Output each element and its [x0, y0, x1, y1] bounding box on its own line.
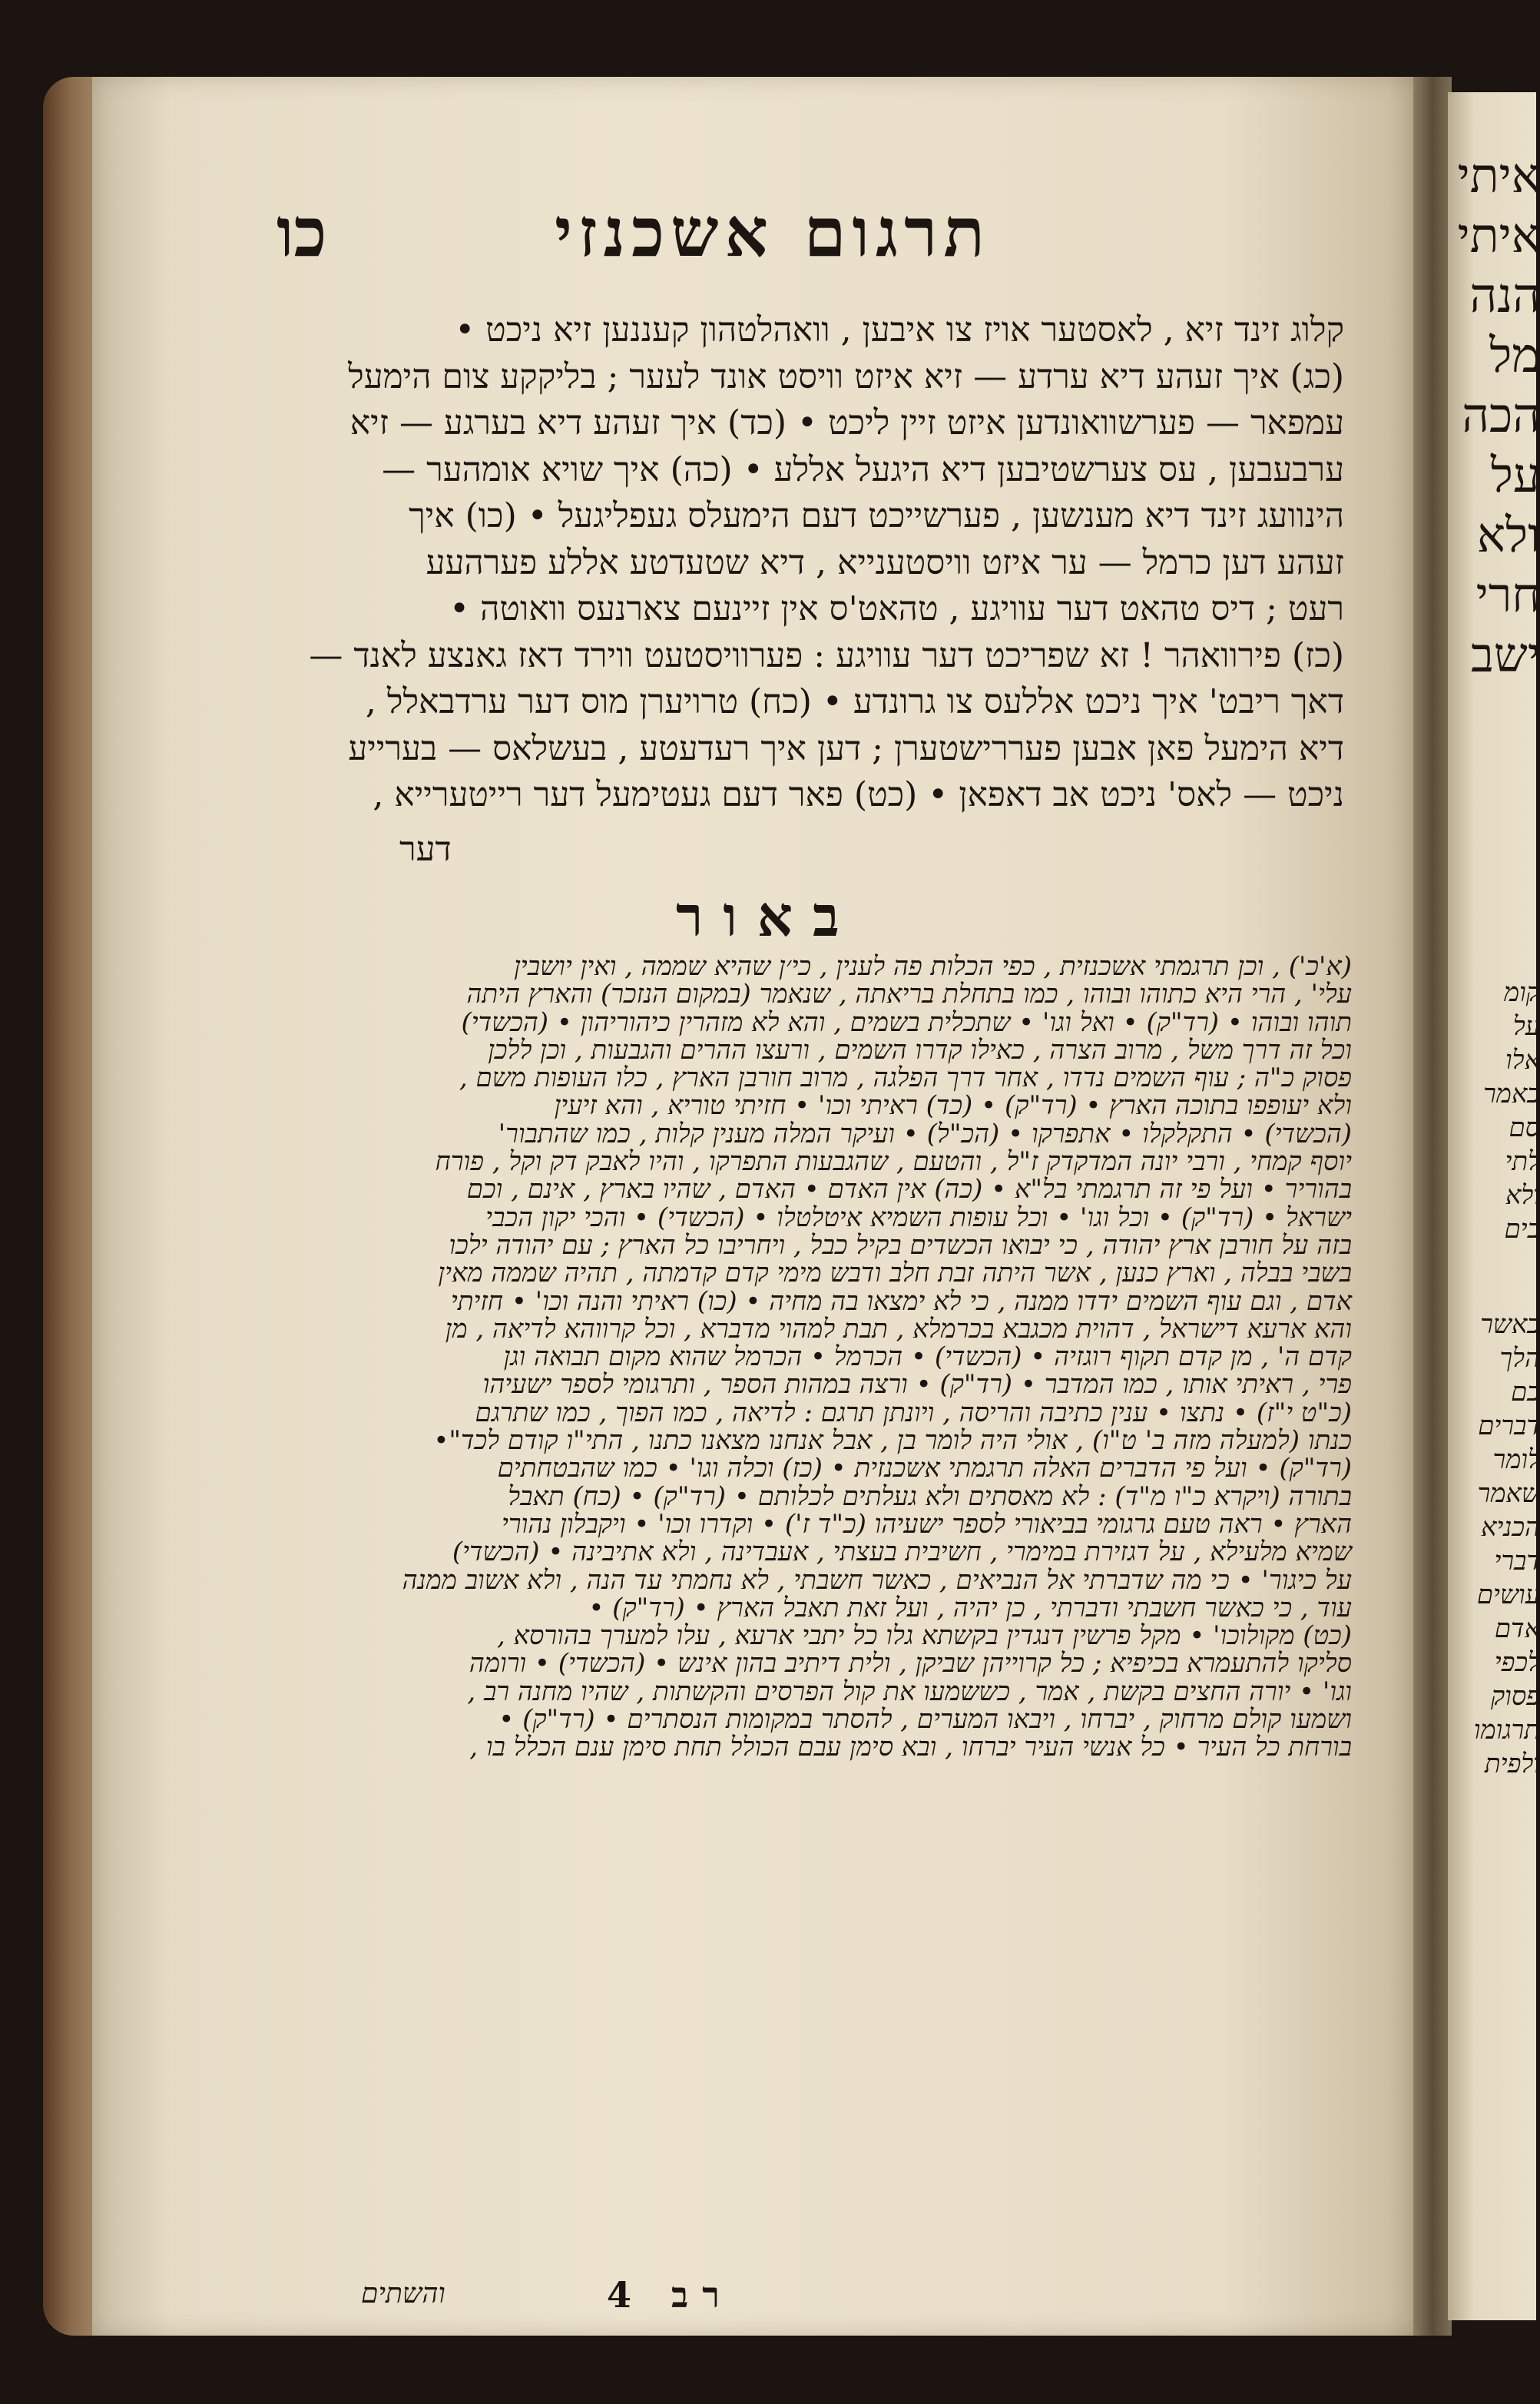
- commentary-line: [238, 1985, 1352, 2012]
- translation-line: דיא הימעל פאן אבען פעררישטערן ; דען איך רעדעטע , בעשלאס — בערייע: [348, 728, 1344, 768]
- facing-fragment: סם: [1509, 1112, 1540, 1143]
- commentary-line: בתורה (ויקרא כ"ו מ"ד) : לא מאסתים ולא געלתים לכלותם • (רד"ק) • (כח) תאבל: [508, 1481, 1352, 1512]
- translation-catchword: דער: [399, 830, 452, 869]
- facing-fragment: הלך: [1499, 1343, 1540, 1374]
- facing-fragment: תרגומו: [1473, 1715, 1540, 1746]
- commentary-line: יוסף קמחי , ורבי יונה המדקדק ז"ל , והטעם , שהגבעות התפרקו , והיו לאבק דק וקל , פורח: [435, 1146, 1352, 1178]
- commentary-line: ושמעו קולם מרחוק , יברחו , ויבאו המערים , להסתר במקומות הנסתרים • (רד"ק) •: [498, 1704, 1352, 1736]
- footer-catchword: והשתים: [361, 2278, 445, 2309]
- commentary-line: וכל זה דרך משל , מרוב הצרה , כאילו קדרו השמים , ורעצו ההרים והגבעות , וכן ללכן: [488, 1034, 1352, 1066]
- facing-fragment: שאמר: [1477, 1478, 1540, 1509]
- commentary-line: (כ"ט י"ז) • נתצו • ענין כתיבה והריסה , ויונתן תרגם : לדיאה , כמו הפוך , כמו שתרגם: [475, 1397, 1352, 1428]
- commentary-line: עלי' , הרי היא כתוהו ובוהו , כמו בתחלת בריאתה , שנאמר (במקום הנזכר) והארץ היתה: [466, 979, 1352, 1010]
- facing-fragment: אדם: [1494, 1613, 1540, 1644]
- commentary-line: סליקו להתעמרא בכיפיא ; כל קרוייהן שביקן , ולית דיתיב בהון אינש • (הכשדי) • ורומה: [469, 1648, 1352, 1679]
- commentary-line: אדם , וגם עוף השמים ידדו ממנה , כי לא ימצאו בה מחיה • (כו) ראיתי והנה וכו' • חזיתי: [450, 1285, 1352, 1317]
- commentary-line: (א'כ') , וכן תרגמתי אשכנזית , כפי הכלות פה לענין , כי׳ן שהיא שממה , ואין יושבין: [514, 951, 1352, 982]
- commentary-line: שמיא מלעילא , על דגזירת במימרי , חשיבית בעצתי , אעבדינה , ולא אתיבינה • (הכשדי): [452, 1537, 1352, 1568]
- commentary-line: בשבי בבלה , וארץ כנען , אשר היתה זבת חלב ודבש מימי קדם קדמתה , תהיה שממה מאין: [438, 1258, 1352, 1289]
- facing-fragment: איתי: [1457, 148, 1540, 204]
- commentary-line: [238, 1901, 1352, 1928]
- commentary-line: [238, 2236, 1352, 2263]
- translation-line: (כז) פירוואהר ! זא שפריכט דער עוויגע : פערוויסטעט ווירד דאז גאנצע לאנד —: [309, 635, 1344, 675]
- commentary-line: (הכשדי) • התקלקלו • אתפרקו • (הכ"ל) • ועיקר המלה מענין קלות , כמו שהתבור': [498, 1118, 1352, 1149]
- facing-fragment: פסוק: [1490, 1681, 1540, 1712]
- facing-fragment: ולא: [1505, 1180, 1540, 1211]
- facing-fragment: מל: [1489, 327, 1540, 383]
- facing-fragment: הנה: [1469, 267, 1540, 323]
- commentary-line: [238, 1845, 1352, 1873]
- translation-line: זעהע דען כרמל — ער איזט וויסטענייא , דיא שטעדטע אללע פערהעע: [426, 542, 1344, 582]
- commentary-line: פסוק כ"ה ; עוף השמים נדדו , אחר דרך הפלגה , מרוב חורבן הארץ , כלו העופות משם ,: [459, 1063, 1352, 1094]
- commentary-line: כנתו (למעלה מזה ב' ט"ו) , אולי היה לומר בן , אבל אנחנו מצאנו כתנו , התי"ו קודם לכד"•: [433, 1425, 1352, 1457]
- commentary-line: [238, 1762, 1352, 1789]
- commentary-line: [238, 2012, 1352, 2040]
- facing-fragment: ישב: [1470, 627, 1540, 683]
- facing-page: [1448, 92, 1540, 2320]
- commentary-line: [238, 1789, 1352, 1817]
- commentary-line: הארץ • ראה טעם גרגומי בביאורי לספר ישעיהו (כ"ד ז') • וקדרו וכו' • ויקבלון נהורי: [501, 1508, 1352, 1540]
- commentary-line: [238, 2124, 1352, 2151]
- commentary-line: ישראל • (רד"ק) • וכל וגו' • וכל עופות השמיא איטלטלו • (הכשדי) • והכי יקון הכבי: [485, 1202, 1352, 1233]
- signature-mark: רב 4: [607, 2274, 734, 2316]
- commentary-line: וגו' • יורה החצים בקשת , אמר , כששמעו את קול הפרסים והקשתות , שהיו מחנה רב ,: [467, 1676, 1352, 1707]
- facing-fragment: עושים: [1476, 1580, 1540, 1610]
- commentary-line: עוד , כי כאשר חשבתי ודברתי , כן יהיה , ועל זאת תאבל הארץ • (רד"ק) •: [588, 1592, 1352, 1623]
- facing-fragment: ולא: [1476, 507, 1540, 563]
- facing-fragment: כאשר: [1480, 1309, 1540, 1340]
- facing-fragment: דברים: [1478, 1411, 1540, 1441]
- commentary-line: [238, 2096, 1352, 2124]
- facing-fragment: כם: [1511, 1377, 1540, 1408]
- facing-fragment: הכה: [1462, 387, 1540, 443]
- translation-line: עמפאר — פערשוואונדען איזט זיין ליכט • (כד) איך זעהע דיא בערגע — זיא: [349, 403, 1344, 443]
- facing-fragment: כאמר: [1483, 1079, 1540, 1109]
- running-header: [230, 192, 1244, 300]
- commentary-block: [238, 953, 1352, 2263]
- commentary-line: [238, 1817, 1352, 1845]
- translation-line: (כג) איך זעהע דיא ערדע — זיא איזט וויסט אונד לעער ; בליקקע צום הימעל: [348, 356, 1344, 396]
- running-title: תרגום אשכנזי: [554, 192, 991, 272]
- facing-fragment: אלו: [1505, 1045, 1540, 1076]
- facing-fragment: הכניא: [1481, 1512, 1540, 1543]
- facing-fragment: לתי: [1505, 1146, 1540, 1177]
- facing-page-lower: [1456, 976, 1540, 1781]
- commentary-line: [238, 2068, 1352, 2096]
- book-gutter: [1413, 77, 1452, 2336]
- commentary-line: (כט) מקולוכו' • מקל פרשין דנגדין בקשתא גלו כל יתבי ארעא , עלו למערך בהורסא ,: [496, 1620, 1352, 1652]
- commentary-line: [238, 2152, 1352, 2180]
- facing-page-upper: [1456, 146, 1540, 685]
- facing-fragment: לכפי: [1494, 1647, 1540, 1678]
- commentary-line: קדם ה' , מן קדם תקוף רוגזיה • (הכשדי) • הכרמל • הכרמל שהוא מקום תבואה וגן: [503, 1341, 1352, 1373]
- commentary-line: (רד"ק) • ועל פי הדברים האלה תרגמתי אשכנזית • (כז) וכלה וגו' • כמו שהבטחתים: [497, 1453, 1352, 1484]
- translation-line: דאך ריבט' איך ניכט אללעס צו גרונדע • (כח) טרויערן מוס דער ערדבאלל ,: [365, 682, 1344, 721]
- translation-line: ניכט — לאס' ניכט אב דאפאן • (כט) פאר דעם געטימעל דער רייטערייא ,: [373, 775, 1344, 814]
- commentary-line: [238, 2180, 1352, 2207]
- commentary-line: בהוריר • ועל פי זה תרגמתי בל"א • (כה) אין האדם • האדם , שהיו בארץ , אינם , וכם: [466, 1174, 1352, 1205]
- facing-fragment: לומר: [1492, 1444, 1540, 1475]
- commentary-line: ולא יעופפו בתוכה הארץ • (רד"ק) • (כד) ראיתי וכו' • חזיתי טוריא , והא זיעין: [554, 1090, 1352, 1122]
- commentary-line: תוהו ובוהו • (רד"ק) • ואל וגו' • שתכלית בשמים , והא לא מזהרין כיהוריהון • (הכשדי): [461, 1006, 1352, 1038]
- commentary-line: [238, 1928, 1352, 1956]
- facing-fragment: איתי: [1457, 207, 1540, 264]
- commentary-line: והא ארעא דישראל , דהוית מכגבא בכרמלא , תבת למהוי מדברא , וכל קרווהא לדיאה , מן: [445, 1313, 1352, 1345]
- commentary-line: בזה על חורבן ארץ יהודה , כי יבואו הכשדים בקיל כבל , ויחריבו כל הארץ ; עם יהודה ילכו: [449, 1229, 1352, 1261]
- translation-block: [230, 307, 1344, 819]
- commentary-line: [238, 1957, 1352, 1985]
- commentary-line: על כיגור' • כי מה שדברתי אל הנביאים , כאשר חשבתי , לא נחמתי עד הנה , ולא אשוב ממנה: [402, 1564, 1352, 1596]
- translation-line: הינוועג זינד דיא מענשען , פערשייכט דעם הימעלס געפליגעל • (כו) איך: [409, 496, 1344, 536]
- facing-fragment: על: [1490, 447, 1540, 503]
- commentary-line: [238, 1873, 1352, 1901]
- facing-fragment: בים: [1504, 1214, 1540, 1245]
- translation-line: רעט ; דיס טהאט דער עוויגע , טהאט'ס אין זיינעם צארנעס וואוטה •: [449, 589, 1344, 628]
- page-footer: [361, 2274, 914, 2320]
- facing-fragment: ולפית: [1484, 1749, 1540, 1779]
- commentary-line: פרי , ראיתי אותו , כמו המדבר • (רד"ק) • ורצה במהות הספר , ותרגומי לספר ישעיהו: [482, 1369, 1352, 1401]
- page-number: כו: [277, 192, 327, 272]
- translation-line: ערבעבען , עס צערשטיבען דיא היגעל אללע • (כה) איך שויא אומהער —: [382, 449, 1344, 489]
- facing-fragment: חרי: [1475, 567, 1540, 623]
- facing-fragment: קומ: [1503, 977, 1540, 1008]
- commentary-line: [238, 2041, 1352, 2068]
- commentary-line: [238, 2207, 1352, 2235]
- commentary-title: באור: [676, 884, 859, 949]
- facing-fragment: דברי: [1494, 1546, 1540, 1577]
- facing-fragment: על: [1512, 1011, 1540, 1042]
- commentary-line: בורחת כל העיר • כל אנשי העיר יברחו , ובא סימן עבם הכולל תחת סימן ענם הכלל בו ,: [469, 1732, 1352, 1763]
- translation-line: קלוג זינד זיא , לאסטער אויז צו איבען , וואהלטהון קעננען זיא ניכט •: [455, 310, 1344, 350]
